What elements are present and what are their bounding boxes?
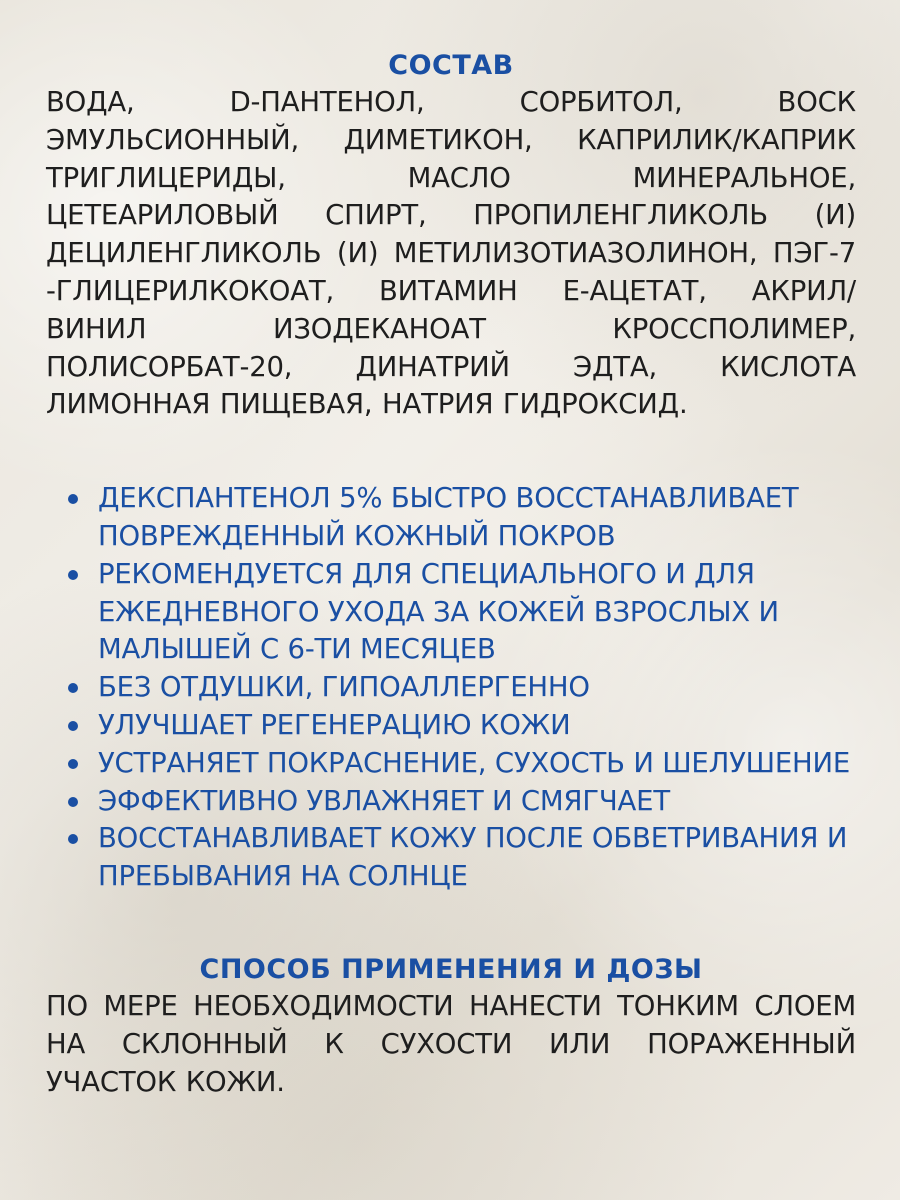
benefit-item <box>68 556 856 669</box>
benefit-text: ДЕКСПАНТЕНОЛ 5% БЫСТРО ВОССТАНАВЛИВАЕТ ПОВРЕЖДЕННЫЙ КОЖНЫЙ ПОКРОВ <box>98 482 799 552</box>
benefit-item <box>68 745 856 783</box>
benefit-item <box>68 783 856 821</box>
benefit-item <box>68 820 856 896</box>
benefit-text: УСТРАНЯЕТ ПОКРАСНЕНИЕ, СУХОСТЬ И ШЕЛУШЕНИЕ <box>98 746 851 779</box>
bullet-icon <box>68 759 78 769</box>
usage-title: СПОСОБ ПРИМЕНЕНИЯ И ДОЗЫ <box>199 953 703 985</box>
usage-text: ПО МЕРЕ НЕОБХОДИМОСТИ НАНЕСТИ ТОНКИМ СЛОЕМ НА СКЛОННЫЙ К СУХОСТИ ИЛИ ПОРАЖЕННЫЙ УЧАСТОК КОЖИ. <box>46 989 856 1098</box>
benefit-text: УЛУЧШАЕТ РЕГЕНЕРАЦИЮ КОЖИ <box>98 708 571 741</box>
benefits-list <box>46 480 856 896</box>
bullet-icon <box>68 797 78 807</box>
benefit-text: ЭФФЕКТИВНО УВЛАЖНЯЕТ И СМЯГЧАЕТ <box>98 784 670 817</box>
composition-text: ВОДА, D-ПАНТЕНОЛ, СОРБИТОЛ, ВОСК ЭМУЛЬСИОННЫЙ, ДИМЕТИКОН, КАПРИЛИК/КАПРИК ТРИГЛИЦЕРИДЫ, МАСЛО МИНЕРАЛЬНОЕ, ЦЕТЕАРИЛОВЫЙ СПИРТ, ПРОПИЛЕНГЛИКОЛЬ (И) ДЕЦИЛЕНГЛИКОЛЬ (И) МЕТИЛИЗОТИАЗОЛИНОН, ПЭГ-7 -ГЛИЦЕРИЛКОКОАТ, ВИТАМИН Е-АЦЕТАТ, АКРИЛ/ ВИНИЛ ИЗОДЕКАНОАТ КРОССПОЛИМЕР, ПОЛИСОРБАТ-20, ДИНАТРИЙ ЭДТА, КИСЛОТА ЛИМОННАЯ ПИЩЕВАЯ, НАТРИЯ ГИДРОКСИД. <box>46 86 856 421</box>
bullet-icon <box>68 683 78 693</box>
benefit-text: ВОССТАНАВЛИВАЕТ КОЖУ ПОСЛЕ ОБВЕТРИВАНИЯ И ПРЕБЫВАНИЯ НА СОЛНЦЕ <box>98 822 848 893</box>
benefit-item <box>68 707 856 745</box>
bullet-icon <box>68 570 78 580</box>
benefit-text: БЕЗ ОТДУШКИ, ГИПОАЛЛЕРГЕННО <box>98 671 590 704</box>
benefit-text: РЕКОМЕНДУЕТСЯ ДЛЯ СПЕЦИАЛЬНОГО И ДЛЯ ЕЖЕДНЕВНОГО УХОДА ЗА КОЖЕЙ ВЗРОСЛЫХ И МАЛЫШЕЙ С 6-ТИ МЕСЯЦЕВ <box>98 557 779 666</box>
bullet-icon <box>68 834 78 844</box>
product-info-card <box>46 48 856 1101</box>
bullet-icon <box>68 721 78 731</box>
bullet-icon <box>68 494 78 504</box>
composition-title: СОСТАВ <box>388 50 514 81</box>
benefit-item <box>68 480 856 556</box>
benefit-item <box>68 669 856 707</box>
